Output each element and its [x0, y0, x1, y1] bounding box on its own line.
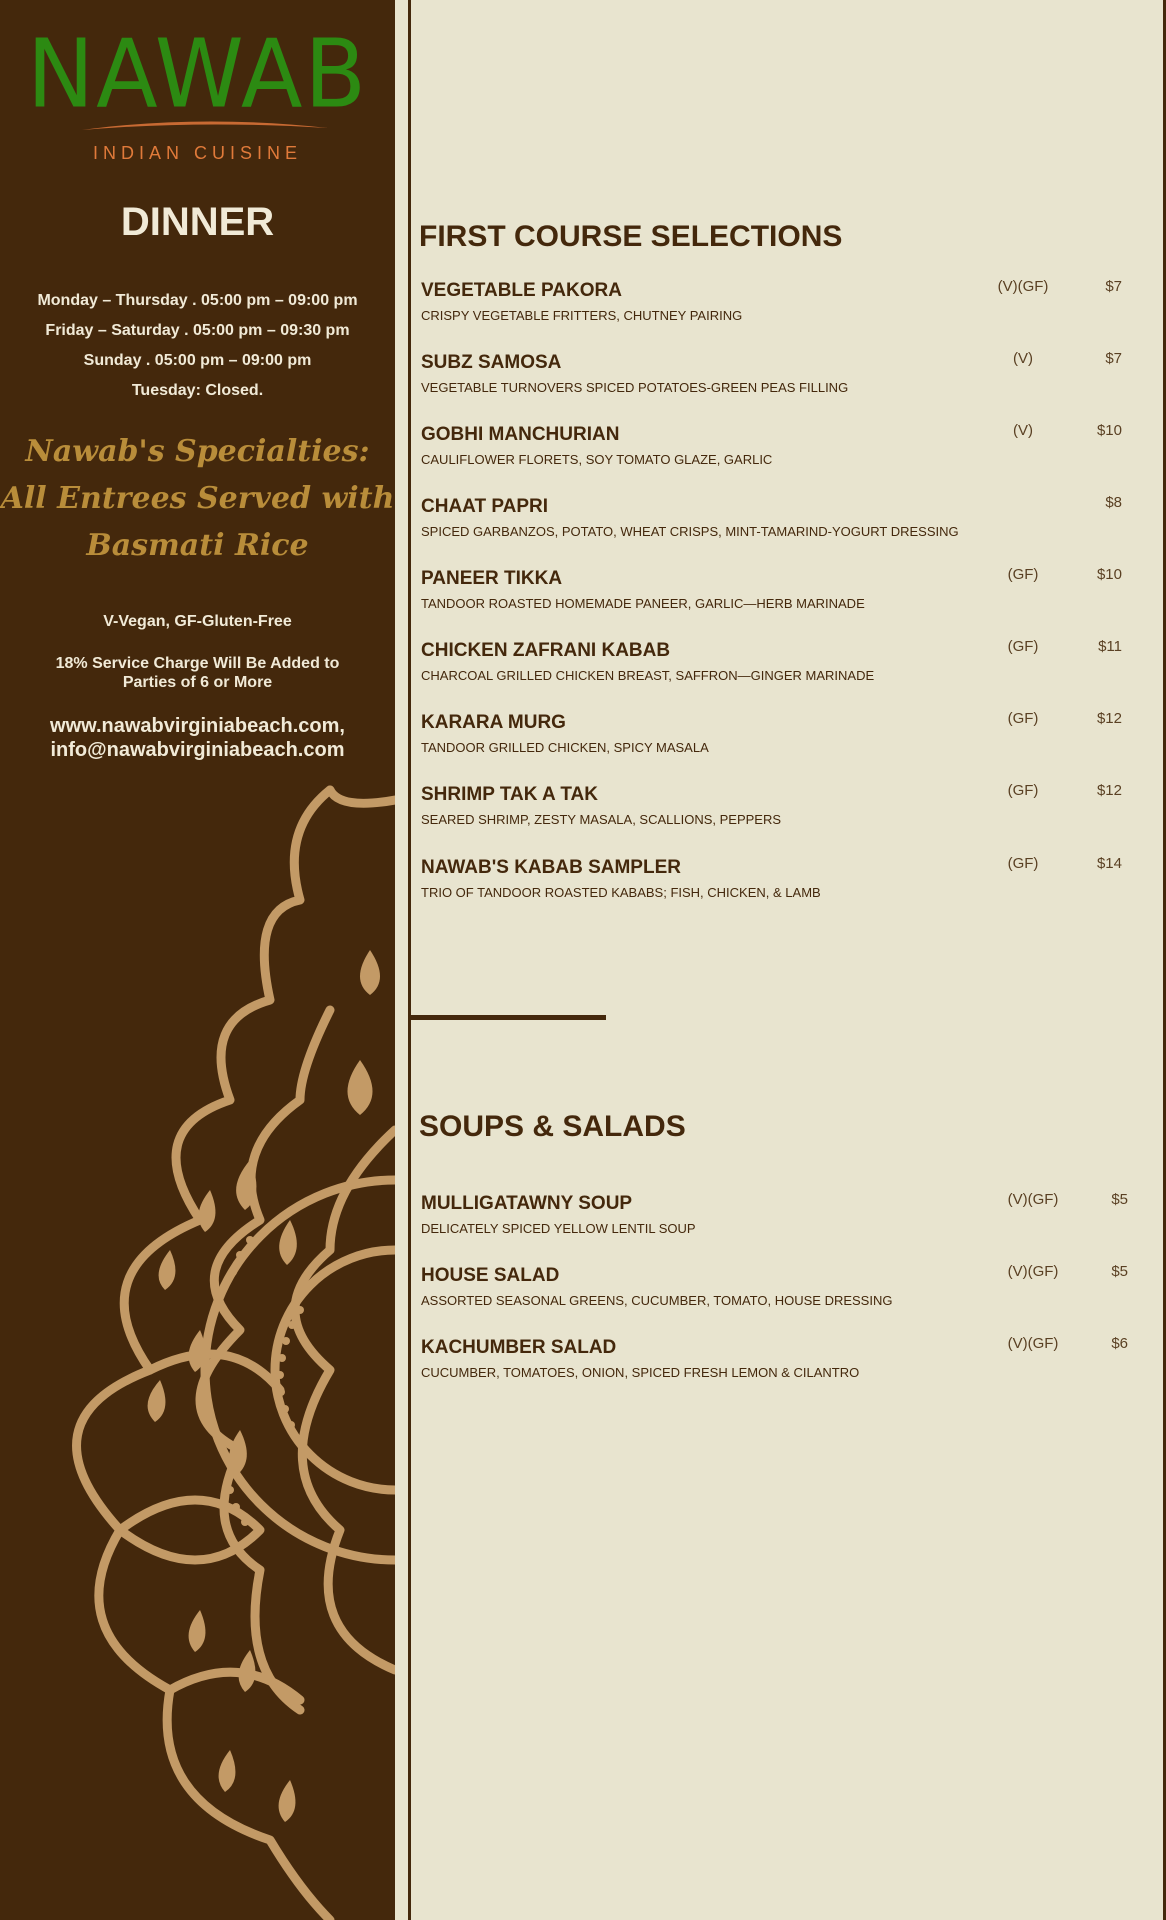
menu-item	[421, 712, 1131, 772]
meal-title: DINNER	[120, 200, 275, 244]
item-name: HOUSE SALAD	[421, 1265, 560, 1286]
item-diet-tags: (V)(GF)	[1007, 1191, 1059, 1208]
email-link[interactable]: info@nawabvirginiabeach.com	[50, 739, 345, 761]
item-price: $8	[1105, 494, 1122, 511]
specialties-line: Nawab's Specialties:	[25, 434, 370, 469]
service-charge-line: Parties of 6 or More	[122, 674, 273, 691]
menu-item	[421, 352, 1131, 412]
hours-line: Monday – Thursday . 05:00 pm – 09:00 pm	[37, 292, 358, 309]
item-price: $5	[1111, 1191, 1128, 1208]
item-price: $7	[1105, 350, 1122, 367]
item-diet-tags: (GF)	[1007, 782, 1039, 799]
item-description: CRISPY VEGETABLE FRITTERS, CHUTNEY PAIRING	[421, 308, 743, 323]
item-diet-tags: (V)(GF)	[1007, 1335, 1059, 1352]
hours-line: Tuesday: Closed.	[131, 382, 264, 399]
menu-item	[421, 640, 1131, 700]
item-description: ASSORTED SEASONAL GREENS, CUCUMBER, TOMATO, HOUSE DRESSING	[421, 1293, 893, 1308]
item-description: CUCUMBER, TOMATOES, ONION, SPICED FRESH LEMON & CILANTRO	[421, 1365, 860, 1380]
menu-item	[421, 1265, 1131, 1325]
item-name: CHICKEN ZAFRANI KABAB	[421, 640, 671, 661]
item-name: CHAAT PAPRI	[421, 496, 549, 517]
item-diet-tags: (V)(GF)	[997, 278, 1049, 295]
item-price: $12	[1096, 710, 1122, 727]
menu-item	[421, 280, 1131, 340]
item-name: KARARA MURG	[421, 712, 566, 733]
menu-item	[421, 784, 1131, 844]
item-description: DELICATELY SPICED YELLOW LENTIL SOUP	[421, 1221, 696, 1236]
item-price: $10	[1096, 566, 1122, 583]
item-description: CAULIFLOWER FLORETS, SOY TOMATO GLAZE, GARLIC	[421, 452, 773, 467]
service-charge-line: 18% Service Charge Will Be Added to	[55, 655, 340, 672]
item-description: TANDOOR ROASTED HOMEMADE PANEER, GARLIC—HERB MARINADE	[421, 596, 865, 611]
item-diet-tags: (V)(GF)	[1007, 1263, 1059, 1280]
hours-list	[0, 286, 395, 406]
item-price: $12	[1096, 782, 1122, 799]
item-description: SEARED SHRIMP, ZESTY MASALA, SCALLIONS, PEPPERS	[421, 812, 782, 827]
menu-item	[421, 424, 1131, 484]
section-title-first-course: FIRST COURSE SELECTIONS	[419, 220, 843, 253]
item-price: $6	[1111, 1335, 1128, 1352]
menu-item	[421, 568, 1131, 628]
mandala-decoration-icon	[0, 770, 395, 1920]
item-name: SUBZ SAMOSA	[421, 352, 562, 373]
diet-legend: V-Vegan, GF-Gluten-Free	[103, 613, 292, 630]
logo-swoosh-icon	[80, 112, 330, 136]
contact-block	[0, 714, 395, 762]
item-name: VEGETABLE PAKORA	[421, 280, 622, 301]
item-diet-tags: (GF)	[1007, 638, 1039, 655]
item-price: $10	[1096, 422, 1122, 439]
item-description: CHARCOAL GRILLED CHICKEN BREAST, SAFFRON—GINGER MARINADE	[421, 668, 875, 683]
specialties-line: Basmati Rice	[86, 528, 309, 563]
brand-logo: NAWAB	[26, 19, 369, 130]
left-panel	[0, 0, 395, 1920]
item-name: NAWAB'S KABAB SAMPLER	[421, 857, 681, 878]
item-description: SPICED GARBANZOS, POTATO, WHEAT CRISPS, MINT-TAMARIND-YOGURT DRESSING	[421, 524, 959, 539]
item-diet-tags: (V)	[1013, 350, 1033, 367]
item-name: KACHUMBER SALAD	[421, 1337, 617, 1358]
item-diet-tags: (V)	[1013, 422, 1033, 439]
vertical-divider	[408, 0, 411, 1920]
item-price: $11	[1098, 638, 1122, 655]
section-title-soups-salads: SOUPS & SALADS	[419, 1110, 686, 1143]
item-description: TRIO OF TANDOOR ROASTED KABABS; FISH, CHICKEN, & LAMB	[421, 885, 821, 900]
item-description: TANDOOR GRILLED CHICKEN, SPICY MASALA	[421, 740, 709, 755]
item-name: PANEER TIKKA	[421, 568, 563, 589]
website-link[interactable]: www.nawabvirginiabeach.com,	[50, 715, 345, 737]
menu-item	[421, 857, 1131, 917]
item-diet-tags: (GF)	[1007, 710, 1039, 727]
menu-item	[421, 1193, 1131, 1253]
item-description: VEGETABLE TURNOVERS SPICED POTATOES-GREEN PEAS FILLING	[421, 380, 849, 395]
item-name: SHRIMP TAK A TAK	[421, 784, 598, 805]
item-price: $7	[1105, 278, 1122, 295]
menu-item	[421, 1337, 1131, 1397]
item-price: $5	[1111, 1263, 1128, 1280]
item-diet-tags: (GF)	[1007, 566, 1039, 583]
item-name: GOBHI MANCHURIAN	[421, 424, 620, 445]
item-name: MULLIGATAWNY SOUP	[421, 1193, 633, 1214]
brand-subtitle: INDIAN CUISINE	[92, 143, 303, 163]
specialties-note	[0, 428, 395, 569]
hours-line: Sunday . 05:00 pm – 09:00 pm	[83, 352, 312, 369]
specialties-line: All Entrees Served with	[0, 481, 395, 516]
menu-item	[421, 496, 1131, 556]
item-price: $14	[1096, 855, 1122, 872]
item-diet-tags: (GF)	[1007, 855, 1039, 872]
hours-line: Friday – Saturday . 05:00 pm – 09:30 pm	[45, 322, 350, 339]
section-divider	[411, 1015, 606, 1020]
